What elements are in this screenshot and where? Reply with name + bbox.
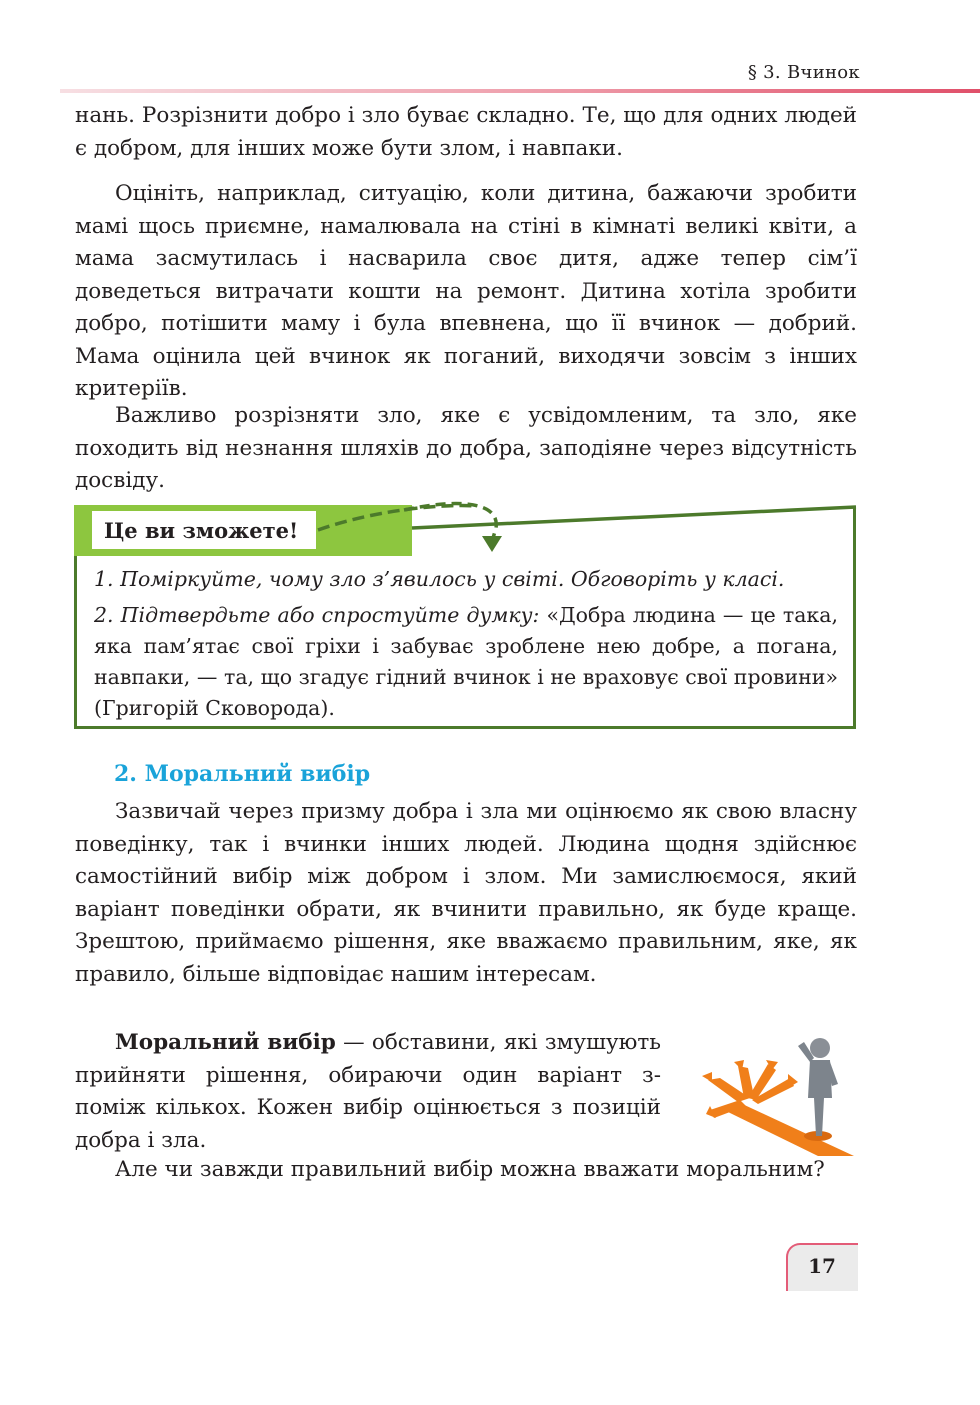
dashed-arrow-icon: [300, 498, 860, 568]
task-box-heading: Це ви зможете!: [104, 518, 299, 543]
paragraph-1: нань. Розрізнити добро і зло буває складно. Те, що для одних людей є добром, для інших може бути злом, і навпаки.: [75, 103, 857, 161]
paragraph-4: Зазвичай через призму добра і зла ми оцінюємо як свою власну поведінку, так і вчинки інших людей. Людина щодня здійснює самостійний вибір між добром і злом. Ми замислюємося, який варіант поведінки обрати, як вчинити правильно, як буде краще. Зрештою, приймаємо рішення, яке вважаємо правильним, яке, як правило, більше відповідає нашим інтересам.: [75, 799, 857, 987]
task-2-quote: «Добра людина — це така, яка пам’ятає свої гріхи і забуває зроблене нею добре, а погана, навпаки, — та, що згадує гідний вчинок і не враховує свої провини» (Григорій Сковорода).: [94, 603, 838, 720]
task-1-text: 1. Поміркуйте, чому зло з’явилось у світі. Обговоріть у класі.: [94, 567, 785, 591]
page-header: [0, 0, 980, 100]
section-heading: 2. Моральний вибір: [114, 761, 371, 787]
paragraph-2: Оцініть, наприклад, ситуацію, коли дитина, бажаючи зробити мамі щось приємне, намалювала на стіні в кімнаті великі квіти, а мама засмутилась і насварила своє дитя, адже тепер сім’ї доведеться витрачати кошти на ремонт. Дитина хотіла зробити добро, потішити маму і була впевнена, що її вчинок — добрий. Мама оцінила цей вчинок як поганий, виходячи зовсім з інших критеріїв.: [75, 181, 857, 401]
definition-text: — обставини, які змушують прийняти рішення, обираючи один варіант з-поміж кількох. Кожен вибір оцінюється з позицій добра і зла.: [75, 1030, 661, 1153]
chapter-title: § 3. Вчинок: [747, 62, 860, 83]
task-2-prompt: 2. Підтвердьте або спростуйте думку:: [94, 603, 540, 627]
definition-term: Моральний вибір: [115, 1030, 336, 1055]
page-number: 17: [808, 1254, 836, 1278]
paragraph-3: Важливо розрізняти зло, яке є усвідомленим, та зло, яке походить від незнання шляхів до добра, заподіяне через відсутність досвіду.: [75, 403, 857, 493]
person-at-crossroads-icon: [698, 1032, 854, 1156]
task-2: [94, 600, 838, 724]
definition-paragraph: [75, 1027, 661, 1157]
task-1: [94, 564, 838, 595]
header-rule: [60, 89, 980, 93]
paragraph-6: Але чи завжди правильний вибір можна вважати моральним?: [115, 1157, 825, 1182]
